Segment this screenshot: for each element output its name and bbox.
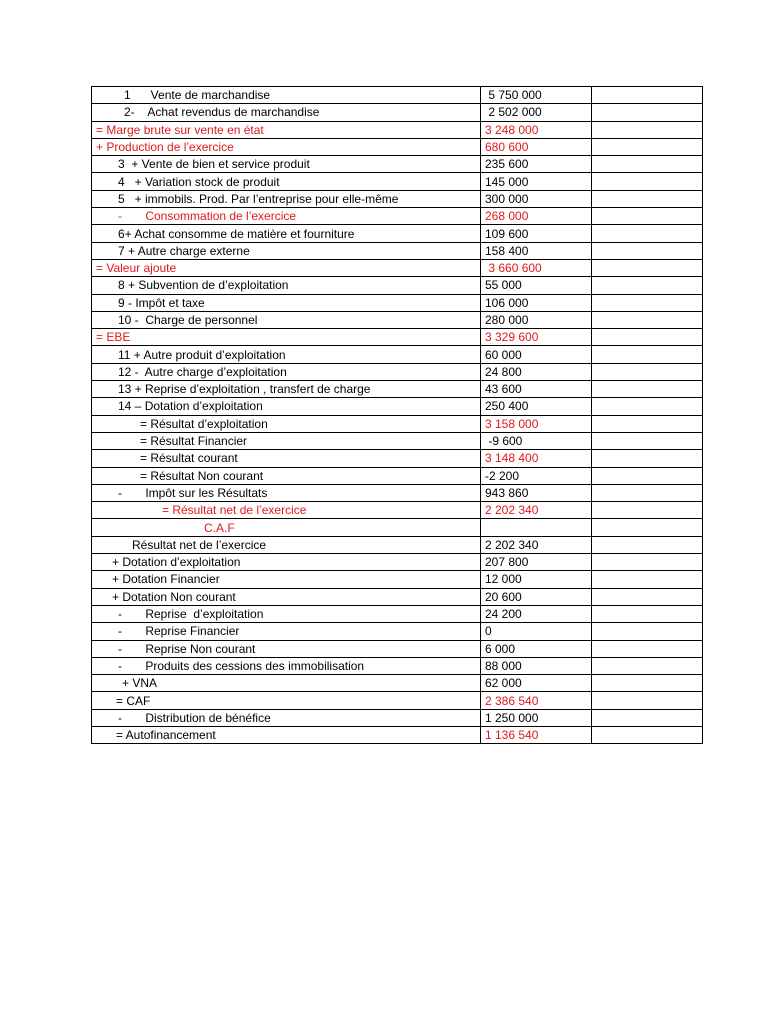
row-empty-cell <box>592 623 703 640</box>
row-empty-cell <box>592 502 703 519</box>
row-value: -2 200 <box>481 467 592 484</box>
row-empty-cell <box>592 675 703 692</box>
row-value: 1 250 000 <box>481 709 592 726</box>
financial-table <box>91 86 703 744</box>
row-empty-cell <box>592 640 703 657</box>
row-value: 5 750 000 <box>481 87 592 104</box>
row-empty-cell <box>592 536 703 553</box>
row-value: 88 000 <box>481 657 592 674</box>
row-label: + Dotation Non courant <box>92 588 481 605</box>
row-value: 0 <box>481 623 592 640</box>
table-row <box>92 675 703 692</box>
row-label: - Reprise Financier <box>92 623 481 640</box>
row-empty-cell <box>592 87 703 104</box>
row-empty-cell <box>592 363 703 380</box>
row-label: 2- Achat revendus de marchandise <box>92 104 481 121</box>
table-row <box>92 346 703 363</box>
row-value: 2 502 000 <box>481 104 592 121</box>
row-value: 680 600 <box>481 138 592 155</box>
row-empty-cell <box>592 121 703 138</box>
row-label: 4 + Variation stock de produit <box>92 173 481 190</box>
row-empty-cell <box>592 692 703 709</box>
row-label: + Dotation d’exploitation <box>92 554 481 571</box>
row-empty-cell <box>592 588 703 605</box>
row-empty-cell <box>592 104 703 121</box>
row-label: + Dotation Financier <box>92 571 481 588</box>
row-value: 3 148 400 <box>481 450 592 467</box>
row-value: 62 000 <box>481 675 592 692</box>
table-row <box>92 87 703 104</box>
row-value: 1 136 540 <box>481 726 592 743</box>
table-row <box>92 709 703 726</box>
row-label: - Produits des cessions des immobilisation <box>92 657 481 674</box>
table-row <box>92 502 703 519</box>
row-value: 6 000 <box>481 640 592 657</box>
row-label: = Résultat net de l’exercice <box>92 502 481 519</box>
row-empty-cell <box>592 225 703 242</box>
table-row <box>92 190 703 207</box>
row-empty-cell <box>592 605 703 622</box>
table-row <box>92 432 703 449</box>
table-row <box>92 173 703 190</box>
row-empty-cell <box>592 346 703 363</box>
row-label: 10 - Charge de personnel <box>92 311 481 328</box>
row-value: 300 000 <box>481 190 592 207</box>
row-label: 12 - Autre charge d’exploitation <box>92 363 481 380</box>
row-label: - Impôt sur les Résultats <box>92 484 481 501</box>
row-empty-cell <box>592 398 703 415</box>
table-row <box>92 657 703 674</box>
row-label: = Valeur ajoute <box>92 259 481 276</box>
row-label: 3 + Vente de bien et service produit <box>92 156 481 173</box>
row-empty-cell <box>592 208 703 225</box>
table-row <box>92 467 703 484</box>
row-empty-cell <box>592 726 703 743</box>
row-label: = Marge brute sur vente en état <box>92 121 481 138</box>
financial-table-body <box>92 87 703 744</box>
row-label: 7 + Autre charge externe <box>92 242 481 259</box>
row-label: 13 + Reprise d’exploitation , transfert de charge <box>92 381 481 398</box>
table-row <box>92 398 703 415</box>
row-empty-cell <box>592 415 703 432</box>
row-value: 55 000 <box>481 277 592 294</box>
row-empty-cell <box>592 657 703 674</box>
row-label: 14 – Dotation d’exploitation <box>92 398 481 415</box>
row-empty-cell <box>592 554 703 571</box>
table-row <box>92 329 703 346</box>
table-row <box>92 588 703 605</box>
table-row <box>92 605 703 622</box>
row-empty-cell <box>592 294 703 311</box>
row-label: - Reprise d’exploitation <box>92 605 481 622</box>
row-empty-cell <box>592 156 703 173</box>
table-row <box>92 242 703 259</box>
row-label: 11 + Autre produit d’exploitation <box>92 346 481 363</box>
table-row <box>92 294 703 311</box>
row-value: 3 329 600 <box>481 329 592 346</box>
row-value: 60 000 <box>481 346 592 363</box>
row-empty-cell <box>592 519 703 536</box>
row-label: 9 - Impôt et taxe <box>92 294 481 311</box>
table-row <box>92 138 703 155</box>
table-row <box>92 726 703 743</box>
row-value: 2 202 340 <box>481 536 592 553</box>
table-row <box>92 259 703 276</box>
row-empty-cell <box>592 311 703 328</box>
table-row <box>92 311 703 328</box>
row-value: 250 400 <box>481 398 592 415</box>
row-empty-cell <box>592 173 703 190</box>
row-label: 6+ Achat consomme de matière et fourniture <box>92 225 481 242</box>
row-empty-cell <box>592 277 703 294</box>
row-label: Résultat net de l’exercice <box>92 536 481 553</box>
row-label: 5 + immobils. Prod. Par l’entreprise pour elle-même <box>92 190 481 207</box>
row-empty-cell <box>592 709 703 726</box>
row-value: 3 248 000 <box>481 121 592 138</box>
row-value: 158 400 <box>481 242 592 259</box>
row-label: = Résultat Financier <box>92 432 481 449</box>
row-empty-cell <box>592 259 703 276</box>
table-row <box>92 484 703 501</box>
row-value: 207 800 <box>481 554 592 571</box>
row-value: 106 000 <box>481 294 592 311</box>
row-value: 109 600 <box>481 225 592 242</box>
row-label: = Résultat courant <box>92 450 481 467</box>
row-label: + Production de l’exercice <box>92 138 481 155</box>
table-row <box>92 156 703 173</box>
row-value: 2 386 540 <box>481 692 592 709</box>
row-label: + VNA <box>92 675 481 692</box>
row-empty-cell <box>592 432 703 449</box>
row-label: - Reprise Non courant <box>92 640 481 657</box>
row-empty-cell <box>592 329 703 346</box>
table-row <box>92 450 703 467</box>
row-value: 3 660 600 <box>481 259 592 276</box>
table-row <box>92 571 703 588</box>
row-empty-cell <box>592 484 703 501</box>
row-value: 43 600 <box>481 381 592 398</box>
row-empty-cell <box>592 242 703 259</box>
row-empty-cell <box>592 450 703 467</box>
table-row <box>92 208 703 225</box>
row-label: = Résultat d’exploitation <box>92 415 481 432</box>
row-label: C.A.F <box>92 519 481 536</box>
table-row <box>92 415 703 432</box>
table-row <box>92 104 703 121</box>
table-row <box>92 519 703 536</box>
row-empty-cell <box>592 381 703 398</box>
row-value: 145 000 <box>481 173 592 190</box>
row-empty-cell <box>592 571 703 588</box>
table-row <box>92 554 703 571</box>
row-empty-cell <box>592 138 703 155</box>
table-row <box>92 225 703 242</box>
row-value: 20 600 <box>481 588 592 605</box>
row-empty-cell <box>592 190 703 207</box>
row-label: = Résultat Non courant <box>92 467 481 484</box>
table-row <box>92 121 703 138</box>
table-row <box>92 536 703 553</box>
table-row <box>92 363 703 380</box>
row-value: 2 202 340 <box>481 502 592 519</box>
row-value: 235 600 <box>481 156 592 173</box>
row-value: 943 860 <box>481 484 592 501</box>
row-value: -9 600 <box>481 432 592 449</box>
table-row <box>92 692 703 709</box>
row-value <box>481 519 592 536</box>
row-value: 3 158 000 <box>481 415 592 432</box>
row-value: 280 000 <box>481 311 592 328</box>
table-row <box>92 623 703 640</box>
row-label: = EBE <box>92 329 481 346</box>
table-row <box>92 640 703 657</box>
row-label: = Autofinancement <box>92 726 481 743</box>
row-value: 12 000 <box>481 571 592 588</box>
row-empty-cell <box>592 467 703 484</box>
row-label: 8 + Subvention de d’exploitation <box>92 277 481 294</box>
row-value: 24 800 <box>481 363 592 380</box>
table-row <box>92 277 703 294</box>
table-row <box>92 381 703 398</box>
row-label: - Consommation de l’exercice <box>92 208 481 225</box>
row-label: 1 Vente de marchandise <box>92 87 481 104</box>
row-value: 24 200 <box>481 605 592 622</box>
row-label: = CAF <box>92 692 481 709</box>
row-label: - Distribution de bénéfice <box>92 709 481 726</box>
row-value: 268 000 <box>481 208 592 225</box>
